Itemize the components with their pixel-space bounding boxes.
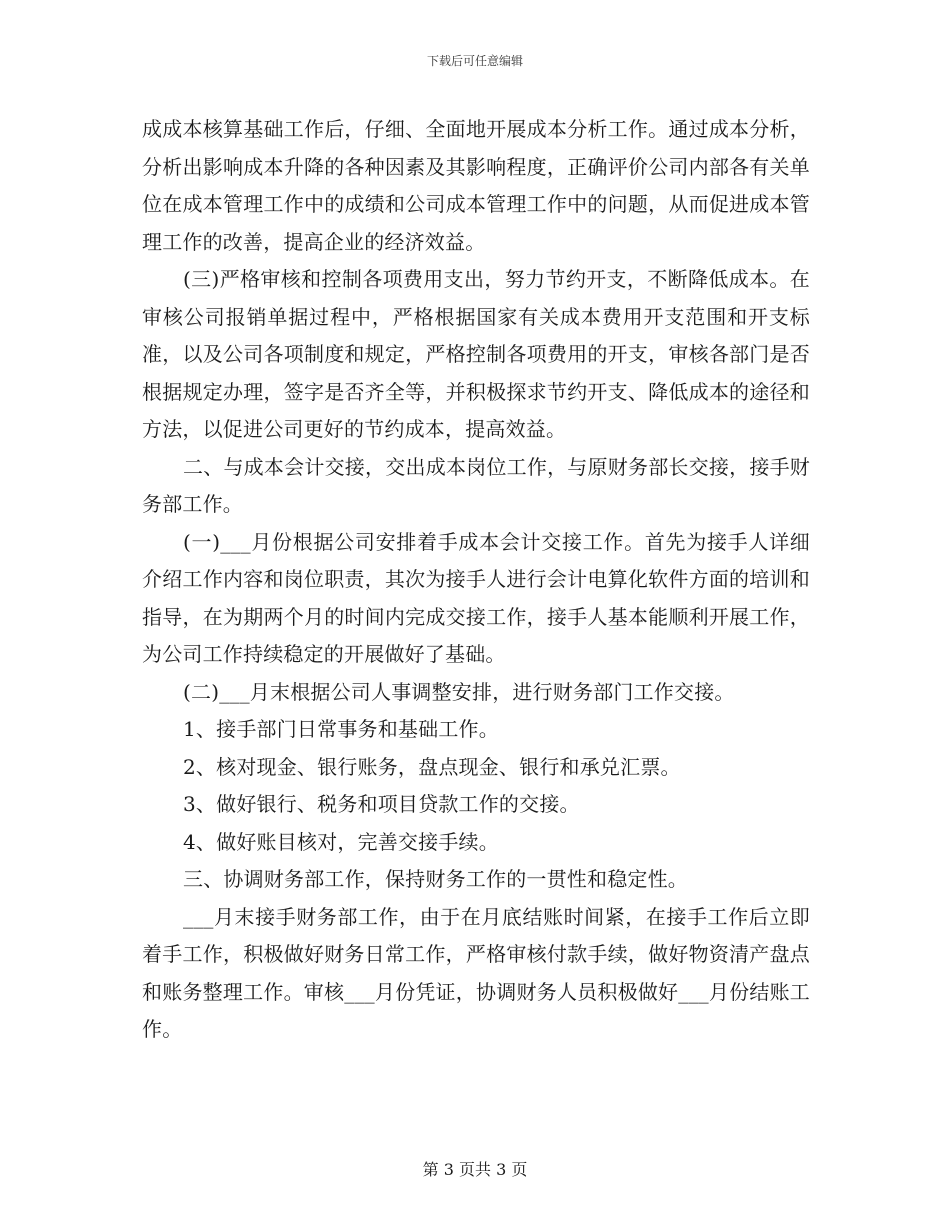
paragraph-2: (三)严格审核和控制各项费用支出，努力节约开支，不断降低成本。在审核公司报销单据过程中，严格根据国家有关成本费用开支范围和开支标准，以及公司各项制度和规定，严格控制各项费用的开支，审核各部门是否根据规定办理，签字是否齐全等，并积极探求节约开支、降低成本的途径和方法，以促进公司更好的节约成本，提高效益。 <box>142 267 810 441</box>
document-body <box>142 111 810 1049</box>
paragraph-3: 二、与成本会计交接，交出成本岗位工作，与原财务部长交接，接手财务部工作。 <box>142 454 810 516</box>
paragraph-4: (一)___月份根据公司安排着手成本会计交接工作。首先为接手人详细介绍工作内容和岗位职责，其次为接手人进行会计电算化软件方面的培训和指导，在为期两个月的时间内完成交接工作，接手人基本能顺利开展工作，为公司工作持续稳定的开展做好了基础。 <box>142 529 810 666</box>
paragraph-final: ___月末接手财务部工作，由于在月底结账时间紧，在接手工作后立即着手工作，积极做好财务日常工作，严格审核付款手续，做好物资清产盘点和账务整理工作。审核___月份凭证，协调财务人员积极做好___月份结账工作。 <box>142 904 810 1041</box>
page-number: 第 3 页共 3 页 <box>422 1160 528 1179</box>
list-item-4: 4、做好账目核对，完善交接手续。 <box>183 829 499 854</box>
section-heading-3: 三、协调财务部工作，保持财务工作的一贯性和稳定性。 <box>183 867 688 891</box>
list-item-1: 1、接手部门日常事务和基础工作。 <box>183 717 499 741</box>
header-note: 下载后可任意编辑 <box>426 54 523 68</box>
list-item-3: 3、做好银行、税务和项目贷款工作的交接。 <box>183 792 580 816</box>
paragraph-1: 成成本核算基础工作后，仔细、全面地开展成本分析工作。通过成本分析，分析出影响成本升降的各种因素及其影响程度，正确评价公司内部各有关单位在成本管理工作中的成绩和公司成本管理工作中的问题，从而促进成本管理工作的改善，提高企业的经济效益。 <box>142 117 810 254</box>
list-item-2: 2、核对现金、银行账务，盘点现金、银行和承兑汇票。 <box>183 754 681 779</box>
paragraph-5: (二)___月末根据公司人事调整安排，进行财务部门工作交接。 <box>183 679 735 704</box>
